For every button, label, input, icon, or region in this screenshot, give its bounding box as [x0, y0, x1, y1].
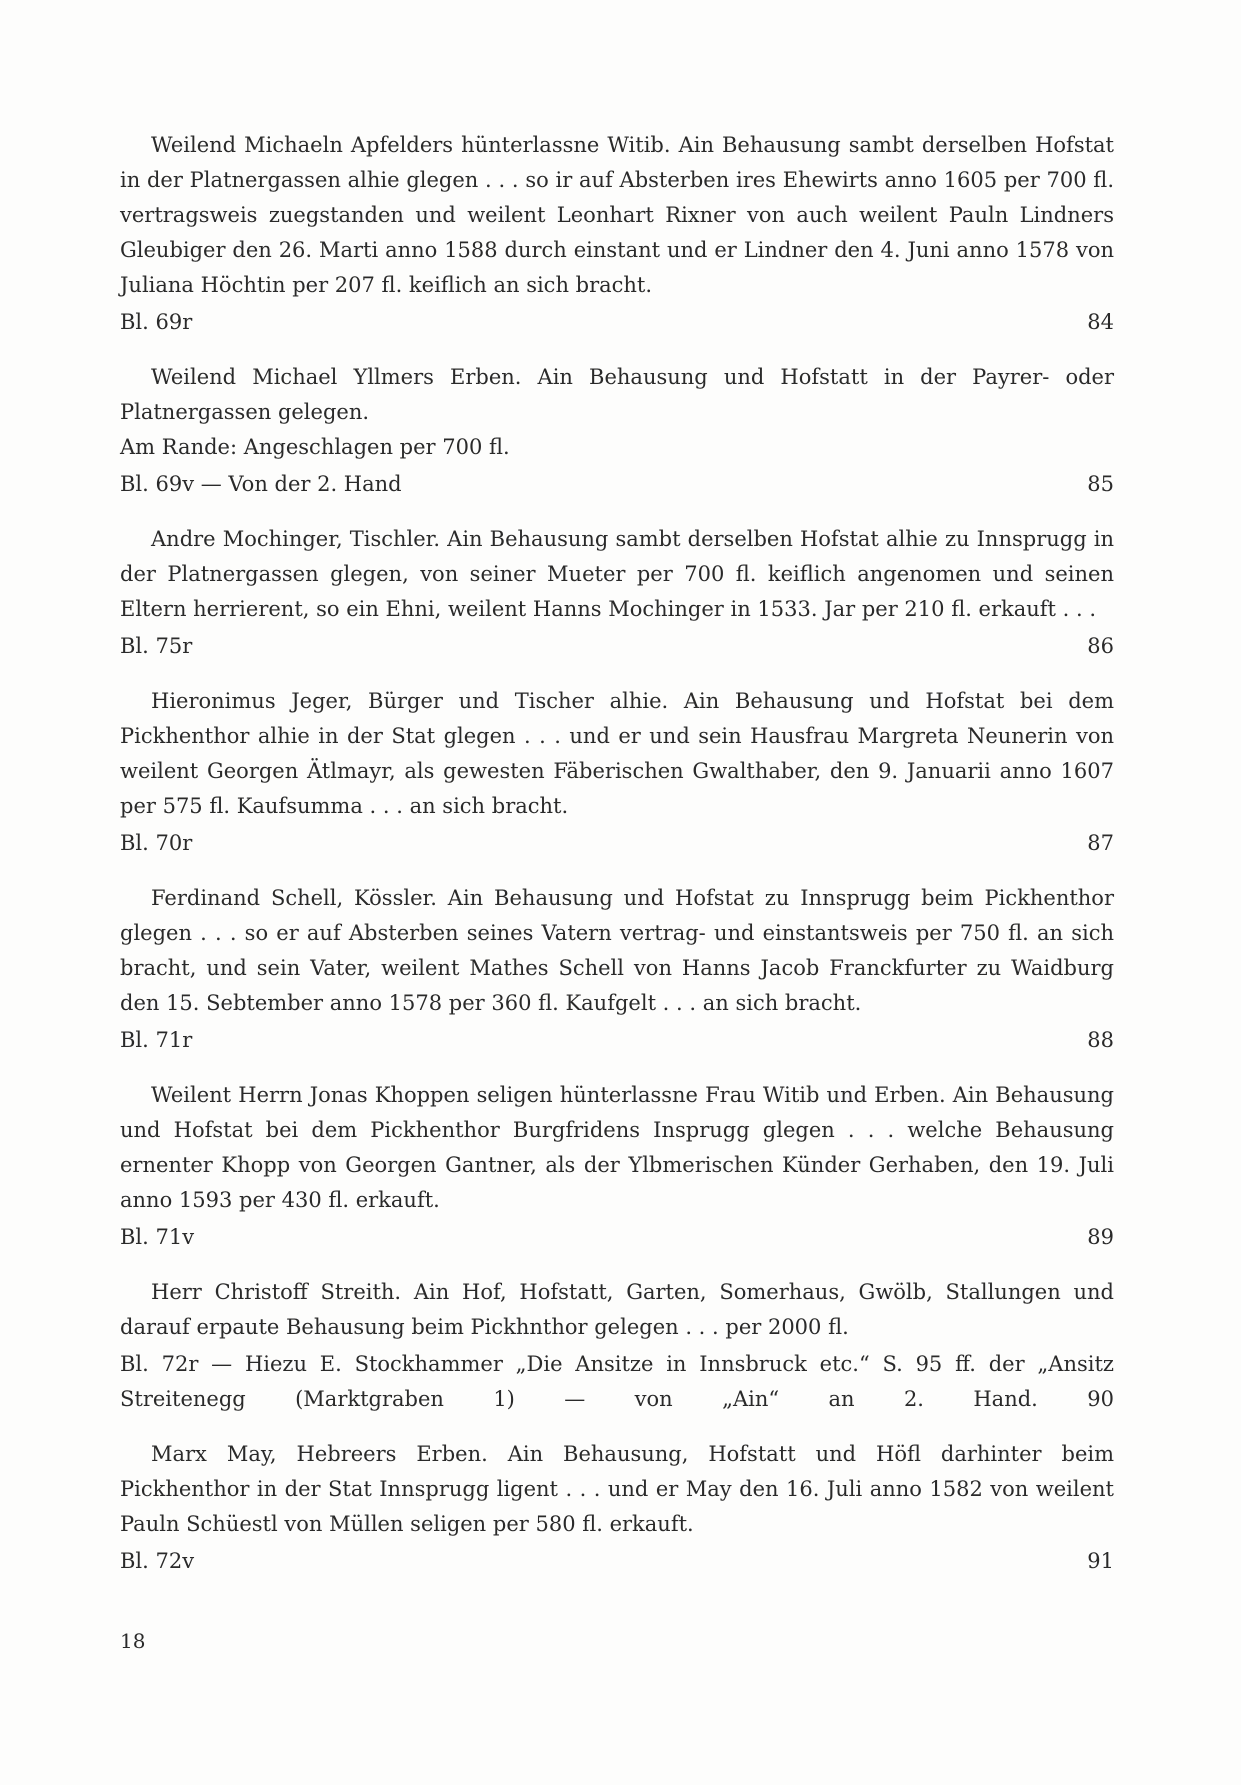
entry-text: Andre Mochinger, Tischler. Ain Behausung sambt derselben Hofstat alhie zu Innsprugg in der Platnergassen glegen, von seiner Mueter per 700 fl. keiflich angenomen und seinen Eltern herrierent, so ein Ehni, weilent Hanns Mochinger in 1533. Jar per 210 fl. erkauft . . .: [120, 527, 1114, 621]
entry-number: 84: [1087, 310, 1114, 334]
entry-number: 90: [1087, 1387, 1114, 1411]
entry-reference-row: [120, 467, 1114, 502]
folio-reference: Bl. 72v: [120, 1549, 195, 1573]
entry-number: 91: [1087, 1549, 1114, 1573]
entry-text: Weilent Herrn Jonas Khoppen seligen hünterlassne Frau Witib und Erben. Ain Behausung und Hofstat bei dem Pickhenthor Burgfridens Insprugg glegen . . . welche Behausung ernenter Khopp von Georgen Gantner, als der Ylbmerischen Künder Gerhaben, den 19. Juli anno 1593 per 430 fl. erkauft.: [120, 1083, 1114, 1212]
entry-text: Weilend Michael Yllmers Erben. Ain Behausung und Hofstatt in der Payrer- oder Platnergassen gelegen.: [120, 365, 1114, 424]
entry-text: Marx May, Hebreers Erben. Ain Behausung, Hofstatt und Höfl darhinter beim Pickhenthor in der Stat Innsprugg ligent . . . und er May den 16. Juli anno 1582 von weilent Pauln Schüestl von Müllen seligen per 580 fl. erkauft.: [120, 1442, 1114, 1536]
folio-reference: Bl. 75r: [120, 634, 193, 658]
folio-reference: Bl. 70r: [120, 831, 193, 855]
entry-text: Herr Christoff Streith. Ain Hof, Hofstatt, Garten, Somerhaus, Gwölb, Stallungen und darauf erpaute Behausung beim Pickhnthor gelegen . . . per 2000 fl.: [120, 1280, 1114, 1339]
entry-number: 89: [1087, 1225, 1114, 1249]
folio-reference: Bl. 69v — Von der 2. Hand: [120, 472, 402, 496]
entry-reference-row: [120, 1347, 1114, 1417]
entry-89: [120, 1078, 1114, 1255]
entry-text: Hieronimus Jeger, Bürger und Tischer alhie. Ain Behausung und Hofstat bei dem Pickhenthor alhie in der Stat glegen . . . und er und sein Hausfrau Margreta Neunerin von weilent Georgen Ätlmayr, als gewesten Fäberischen Gwalthaber, den 9. Januarii anno 1607 per 575 fl. Kaufsumma . . . an sich bracht.: [120, 689, 1114, 818]
entry-reference-row: [120, 1220, 1114, 1255]
entry-text: Ferdinand Schell, Kössler. Ain Behausung und Hofstat zu Innsprugg beim Pickhenthor glegen . . . so er auf Absterben seines Vatern vertrag- und einstantsweis per 750 fl. an sich bracht, und sein Vater, weilent Mathes Schell von Hanns Jacob Franckfurter zu Waidburg den 15. Sebtember anno 1578 per 360 fl. Kaufgelt . . . an sich bracht.: [120, 886, 1114, 1015]
entry-reference-row: [120, 1544, 1114, 1579]
entry-number: 86: [1087, 634, 1114, 658]
entry-reference-row: [120, 1023, 1114, 1058]
entry-91: [120, 1437, 1114, 1579]
entry-90: [120, 1275, 1114, 1417]
entry-reference-row: [120, 629, 1114, 664]
entry-number: 85: [1087, 472, 1114, 496]
entry-number: 87: [1087, 831, 1114, 855]
folio-reference: Bl. 72r — Hiezu E. Stockhammer „Die Ansitze in Innsbruck etc.“ S. 95 ff. der „Ansitz Streitenegg (Marktgraben 1) — von „Ain“ an 2. Hand.: [120, 1352, 1114, 1411]
entry-number: 88: [1087, 1028, 1114, 1052]
entry-86: [120, 522, 1114, 664]
entry-reference-row: [120, 305, 1114, 340]
entry-87: [120, 684, 1114, 861]
margin-note: Am Rande: Angeschlagen per 700 fl.: [120, 435, 510, 459]
folio-reference: Bl. 69r: [120, 310, 193, 334]
entry-reference-row: [120, 826, 1114, 861]
entry-text: Weilend Michaeln Apfelders hünterlassne Witib. Ain Behausung sambt derselben Hofstat in der Platnergassen alhie glegen . . . so ir auf Absterben ires Ehewirts anno 1605 per 700 fl. vertragsweis zuegstanden und weilent Leonhart Rixner von auch weilent Pauln Lindners Gleubiger den 26. Marti anno 1588 durch einstant und er Lindner den 4. Juni anno 1578 von Juliana Höchtin per 207 fl. keiflich an sich bracht.: [120, 133, 1114, 297]
folio-reference: Bl. 71r: [120, 1028, 193, 1052]
entry-84: [120, 128, 1114, 340]
folio-reference: Bl. 71v: [120, 1225, 195, 1249]
page-number: 18: [120, 1629, 146, 1653]
entry-88: [120, 881, 1114, 1058]
entry-85: [120, 360, 1114, 502]
document-page: [120, 128, 1114, 1599]
